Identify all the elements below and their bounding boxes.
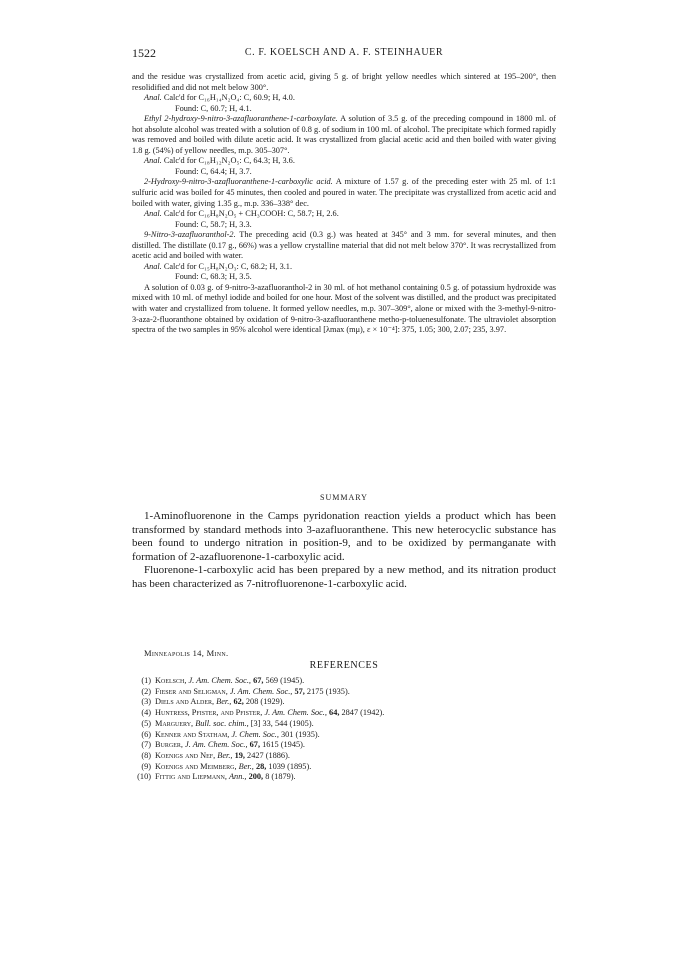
reference-journal: J. Am. Chem. Soc., <box>185 740 248 750</box>
reference-details: 2427 (1886). <box>247 750 290 760</box>
reference-details: 1039 (1895). <box>268 761 312 771</box>
reference-number: (2) <box>141 686 151 696</box>
reference-volume: 62, <box>233 697 244 707</box>
reference-item <box>132 697 556 708</box>
reference-number: (7) <box>141 740 151 750</box>
text-run: Calc'd for C₁₈H₁₂N₂O₅: C, 64.3; H, 3.6. <box>161 156 295 166</box>
summary-section <box>132 510 556 592</box>
reference-item <box>132 762 556 773</box>
text-run: Calc'd for C₁₆H₁₄N₂O₄: C, 60.9; H, 4.0. <box>161 93 295 103</box>
page-number: 1522 <box>132 46 156 60</box>
text-run: Calc'd for C₁₆H₈N₂O₅ + CH₃COOH: C, 58.7; H, 2.6. <box>161 209 339 219</box>
experimental-body <box>132 72 556 336</box>
text-run: 2-Hydroxy-9-nitro-3-azafluoranthene-1-carboxylic acid. <box>144 177 333 187</box>
reference-volume: 200, <box>248 772 264 782</box>
body-paragraph <box>132 283 556 336</box>
references-list <box>132 676 556 783</box>
reference-number: (1) <box>141 676 151 685</box>
reference-item <box>132 730 556 741</box>
reference-volume: 28, <box>255 761 267 771</box>
reference-authors: Koelsch, <box>155 676 187 685</box>
reference-journal: J. Chem. Soc., <box>231 729 279 739</box>
text-run: Anal. <box>144 93 162 103</box>
reference-number: (9) <box>141 761 151 771</box>
reference-number: (10) <box>137 772 151 782</box>
references-heading: REFERENCES <box>309 660 379 671</box>
reference-number: (6) <box>141 729 151 739</box>
reference-details: [3] 33, 544 (1905). <box>250 718 314 728</box>
reference-details: 2847 (1942). <box>341 708 385 718</box>
text-run: Anal. <box>144 209 162 219</box>
reference-journal: J. Am. Chem. Soc., <box>264 708 327 718</box>
reference-authors: Koenigs and Meimberg, <box>155 761 237 771</box>
author-address: Minneapolis 14, Minn. <box>144 648 229 658</box>
reference-details: 1615 (1945). <box>262 740 305 750</box>
reference-details: 301 (1935). <box>280 729 320 739</box>
analysis-found <box>132 220 556 231</box>
reference-item <box>132 740 556 751</box>
reference-item <box>132 676 556 687</box>
text-run: Found: C, 64.4; H, 3.7. <box>175 166 252 176</box>
text-run: and the residue was crystallized from acetic acid, giving 5 g. of bright yellow needles which sintered at 195–200°, then resolidified and did not melt below 300°. <box>132 72 556 92</box>
analysis-calculated <box>132 262 556 273</box>
body-paragraph <box>132 114 556 156</box>
text-run: A solution of 3.5 g. of the preceding compound in 1800 ml. of hot absolute alcohol was treated with a solution of 0.8 g. of sodium in 100 ml. of alcohol. The precipitate which formed rapidly was removed and boiled with dilute acetic acid. It was crystallized from glacial acetic acid and then boiled with water giving 1.8 g. (54%) of yellow needles, m.p. 305–307°. <box>132 114 556 155</box>
analysis-calculated <box>132 156 556 167</box>
summary-paragraph: 1-Aminofluorenone in the Camps pyridonation reaction yields a product which has been transformed by standard methods into 3-azafluoranthene. This new heterocyclic substance has been found to undergo nitration in position-9, and to be oxidized by permanganate with formation of 2-azafluorenone-1-carboxylic acid. <box>132 510 556 563</box>
reference-volume: 67, <box>253 676 264 685</box>
reference-authors: Kenner and Statham, <box>155 729 230 739</box>
analysis-found <box>132 272 556 283</box>
reference-journal: Bull. soc. chim., <box>195 718 249 728</box>
reference-item <box>132 708 556 719</box>
reference-volume: 57, <box>294 686 305 696</box>
reference-authors: Fieser and Seligman, <box>155 686 228 696</box>
text-run: Ethyl 2-hydroxy-9-nitro-3-azafluoranthene-1-carboxylate. <box>144 114 338 124</box>
reference-details: 8 (1879). <box>265 772 296 782</box>
reference-authors: Huntress, Pfister, and Pfister, <box>155 708 263 718</box>
reference-number: (8) <box>141 750 151 760</box>
reference-item <box>132 772 556 783</box>
reference-journal: Ann., <box>228 772 247 782</box>
reference-volume: 19, <box>234 750 245 760</box>
text-run: Anal. <box>144 156 162 166</box>
reference-number: (5) <box>141 718 151 728</box>
reference-number: (3) <box>141 697 151 707</box>
reference-journal: Ber., <box>216 697 232 707</box>
summary-heading: SUMMARY <box>320 493 368 502</box>
reference-item <box>132 719 556 730</box>
text-run: 9-Nitro-3-azafluoranthol-2. <box>144 230 236 240</box>
page-header <box>132 46 556 60</box>
reference-number: (4) <box>141 708 151 718</box>
text-run: Anal. <box>144 261 162 271</box>
text-run: Found: C, 68.3; H, 3.5. <box>175 272 252 282</box>
text-run: Calc'd for C₁₅H₈N₂O₃: C, 68.2; H, 3.1. <box>161 261 293 271</box>
reference-authors: Burger, <box>155 740 183 750</box>
text-run: Found: C, 60.7; H, 4.1. <box>175 103 252 113</box>
reference-item <box>132 751 556 762</box>
reference-journal: Ber., <box>217 750 233 760</box>
reference-details: 208 (1929). <box>245 697 285 707</box>
analysis-found <box>132 167 556 178</box>
reference-volume: 67, <box>249 740 261 750</box>
reference-details: 2175 (1935). <box>306 686 350 696</box>
summary-paragraph: Fluorenone-1-carboxylic acid has been prepared by a new method, and its nitration product has been characterized as 7-nitrofluorenone-1-carboxylic acid. <box>132 564 556 590</box>
reference-details: 569 (1945). <box>265 676 305 685</box>
analysis-calculated <box>132 93 556 104</box>
text-run: Found: C, 58.7; H, 3.3. <box>175 219 252 229</box>
reference-item <box>132 687 556 698</box>
body-paragraph <box>132 177 556 209</box>
analysis-calculated <box>132 209 556 220</box>
analysis-found <box>132 104 556 115</box>
body-paragraph <box>132 72 556 93</box>
reference-journal: J. Am. Chem. Soc., <box>188 676 252 685</box>
reference-authors: Fittig and Liepmann, <box>155 772 227 782</box>
reference-journal: J. Am. Chem. Soc., <box>229 686 293 696</box>
reference-authors: Marguery, <box>155 718 194 728</box>
running-head-authors: C. F. KOELSCH AND A. F. STEINHAUER <box>244 47 444 58</box>
reference-authors: Koenigs and Nef, <box>155 750 216 760</box>
reference-authors: Diels and Alder, <box>155 697 215 707</box>
text-run: A mixture of 1.57 g. of the preceding ester with 25 ml. of 1:1 sulfuric acid was boiled for 45 minutes, then cooled and poured in water. The precipitate was crystallized from acetic acid and boiled with water, giving 1.35 g., m.p. 336–338° dec. <box>132 177 556 208</box>
text-run: A solution of 0.03 g. of 9-nitro-3-azafluoranthol-2 in 30 ml. of hot methanol containing 0.5 g. of potassium hydroxide was mixed with 10 ml. of methyl iodide and boiled for one hour. Most of the solvent was distilled, and the product was precipitated with water and crystallized from toluene. It formed yellow needles, m.p. 307–309°, alone or mixed with the 3-methyl-9-nitro-3-aza-2-fluoranthone obtained by oxidation of 9-nitro-3-azafluoranthene metho-p-toluenesulfonate. The ultraviolet absorption spectra of the two samples in 95% alcohol were identical [λmax (mμ), ε × 10⁻⁴]: 375, 1.05; 300, 2.07; 235, 3.97. <box>132 282 556 335</box>
text-run: The preceding acid (0.3 g.) was heated at 345° and 3 mm. for several minutes, and then distilled. The distillate (0.17 g., 66%) was a yellow crystalline material that did not melt below 370°. It was recrystallized from acetic acid and boiled with water. <box>132 230 556 261</box>
reference-journal: Ber., <box>238 761 254 771</box>
reference-volume: 64, <box>329 708 340 718</box>
body-paragraph <box>132 230 556 262</box>
